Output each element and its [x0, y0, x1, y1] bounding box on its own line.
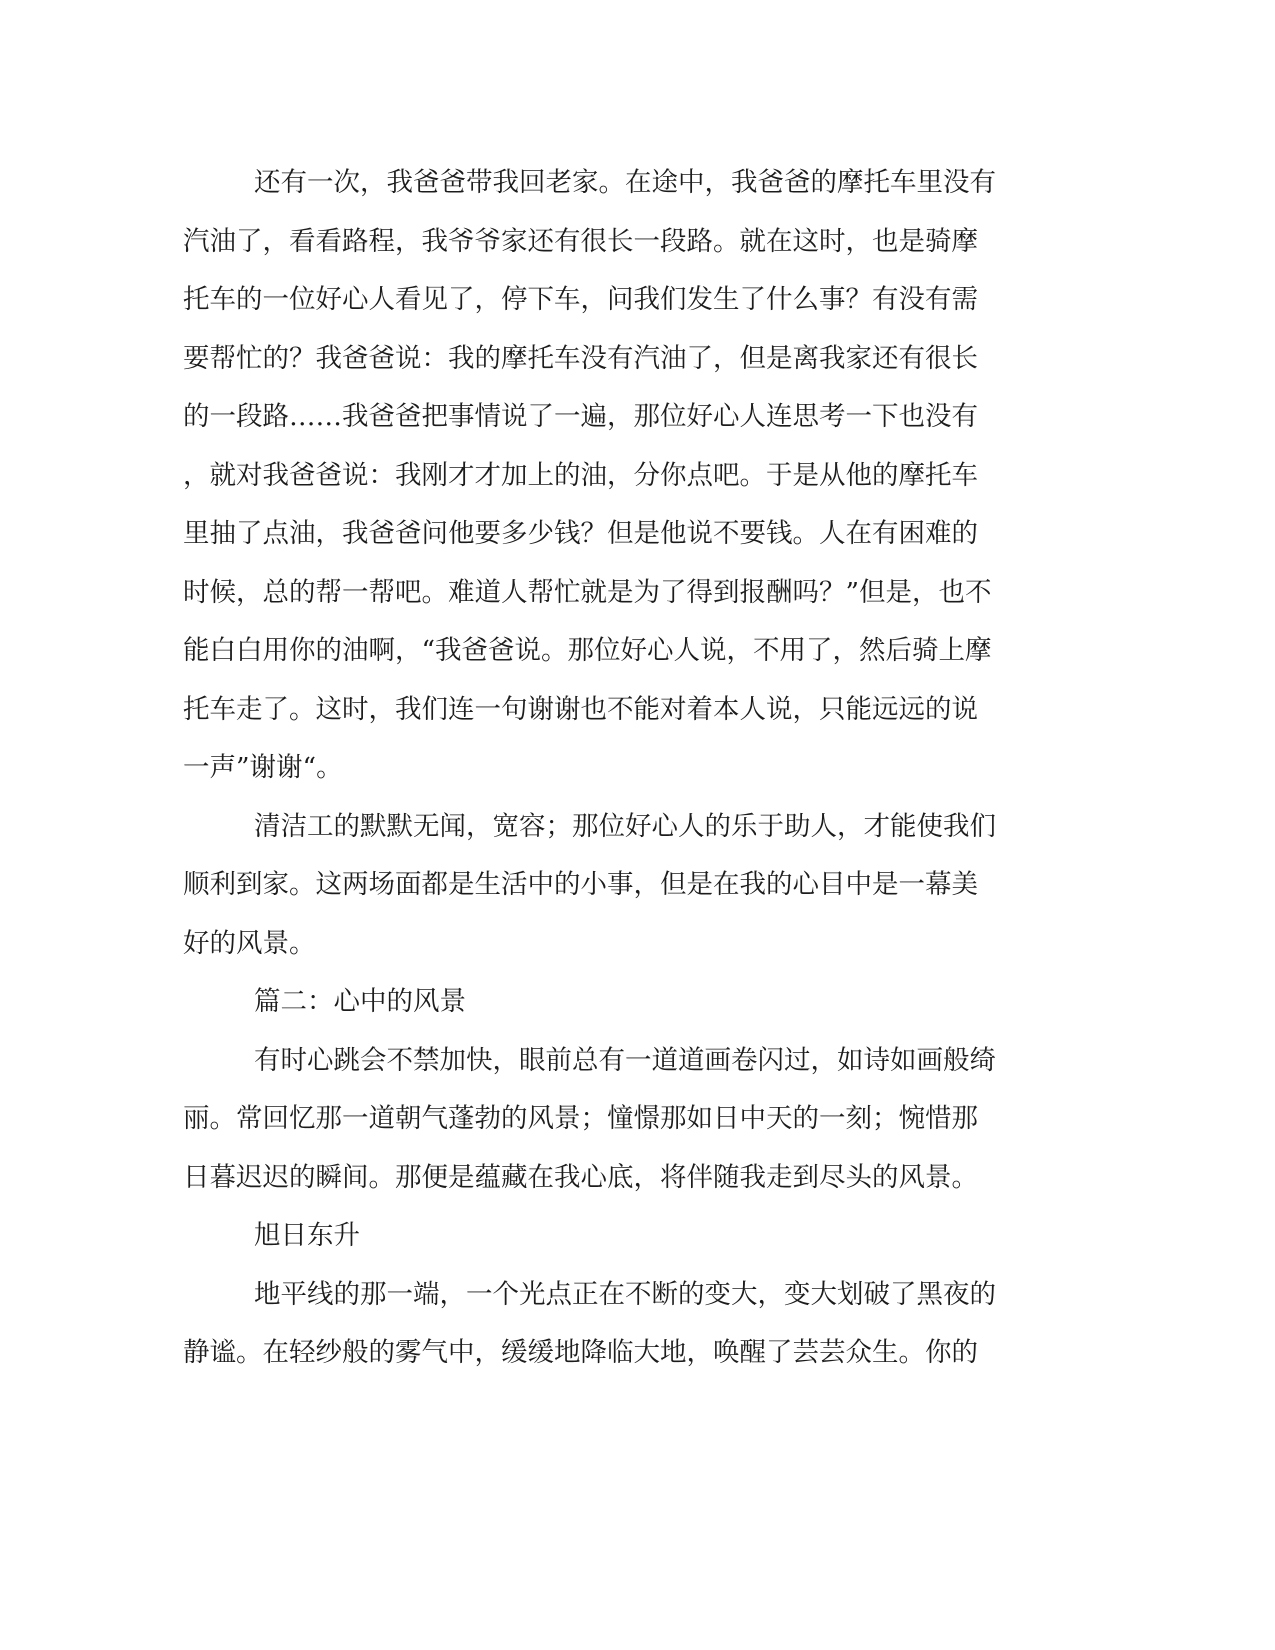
text-line: 时候，总的帮一帮吧。难道人帮忙就是为了得到报酬吗？”但是，也不 — [183, 576, 992, 608]
paragraph-conclusion — [183, 798, 1029, 974]
text-line: 里抽了点油，我爸爸问他要多少钱？但是他说不要钱。人在有困难的 — [183, 518, 978, 549]
text-line: 能白白用你的油啊，“我爸爸说。那位好心人说，不用了，然后骑上摩 — [183, 635, 992, 666]
text-line: 汽油了，看看路程，我爷爷家还有很长一段路。就在这时，也是骑摩 — [183, 225, 978, 257]
text-line: 有时心跳会不禁加快，眼前总有一道道画卷闪过，如诗如画般绮 — [254, 1044, 996, 1076]
subheading-sunrise — [183, 1207, 1029, 1266]
text-line: 顺利到家。这两场面都是生活中的小事，但是在我的心目中是一幕美 — [183, 869, 978, 900]
text-line: 丽。常回忆那一道朝气蓬勃的风景；憧憬那如日中天的一刻；惋惜那 — [183, 1103, 978, 1134]
text-line: 地平线的那一端，一个光点正在不断的变大，变大划破了黑夜的 — [254, 1278, 996, 1310]
text-line: 托车的一位好心人看见了，停下车，问我们发生了什么事？有没有需 — [183, 284, 978, 315]
section-heading — [183, 973, 1029, 1032]
text-line: ，就对我爸爸说：我刚才才加上的油，分你点吧。于是从他的摩托车 — [183, 459, 978, 491]
text-line: 的一段路……我爸爸把事情说了一遍，那位好心人连思考一下也没有 — [183, 401, 978, 432]
text-line: 还有一次，我爸爸带我回老家。在途中，我爸爸的摩托车里没有 — [254, 167, 996, 198]
text-line: 日暮迟迟的瞬间。那便是蕴藏在我心底，将伴随我走到尽头的风景。 — [183, 1161, 978, 1193]
document-body — [183, 154, 1029, 1383]
text-line: 好的风景。 — [183, 927, 316, 959]
text-line: 旭日东升 — [254, 1220, 360, 1251]
text-line: 托车走了。这时，我们连一句谢谢也不能对着本人说，只能远远的说 — [183, 693, 978, 725]
paragraph-intro-scenery — [183, 1032, 1029, 1208]
text-line: 要帮忙的？我爸爸说：我的摩托车没有汽油了，但是离我家还有很长 — [183, 342, 978, 374]
paragraph-sunrise — [183, 1266, 1029, 1383]
paragraph-return-hometown — [183, 154, 1029, 798]
text-line: 篇二：心中的风景 — [254, 986, 466, 1017]
text-line: 清洁工的默默无闻，宽容；那位好心人的乐于助人，才能使我们 — [254, 810, 996, 842]
text-line: 静谧。在轻纱般的雾气中，缓缓地降临大地，唤醒了芸芸众生。你的 — [183, 1337, 978, 1368]
text-line: 一声”谢谢“。 — [183, 752, 343, 783]
